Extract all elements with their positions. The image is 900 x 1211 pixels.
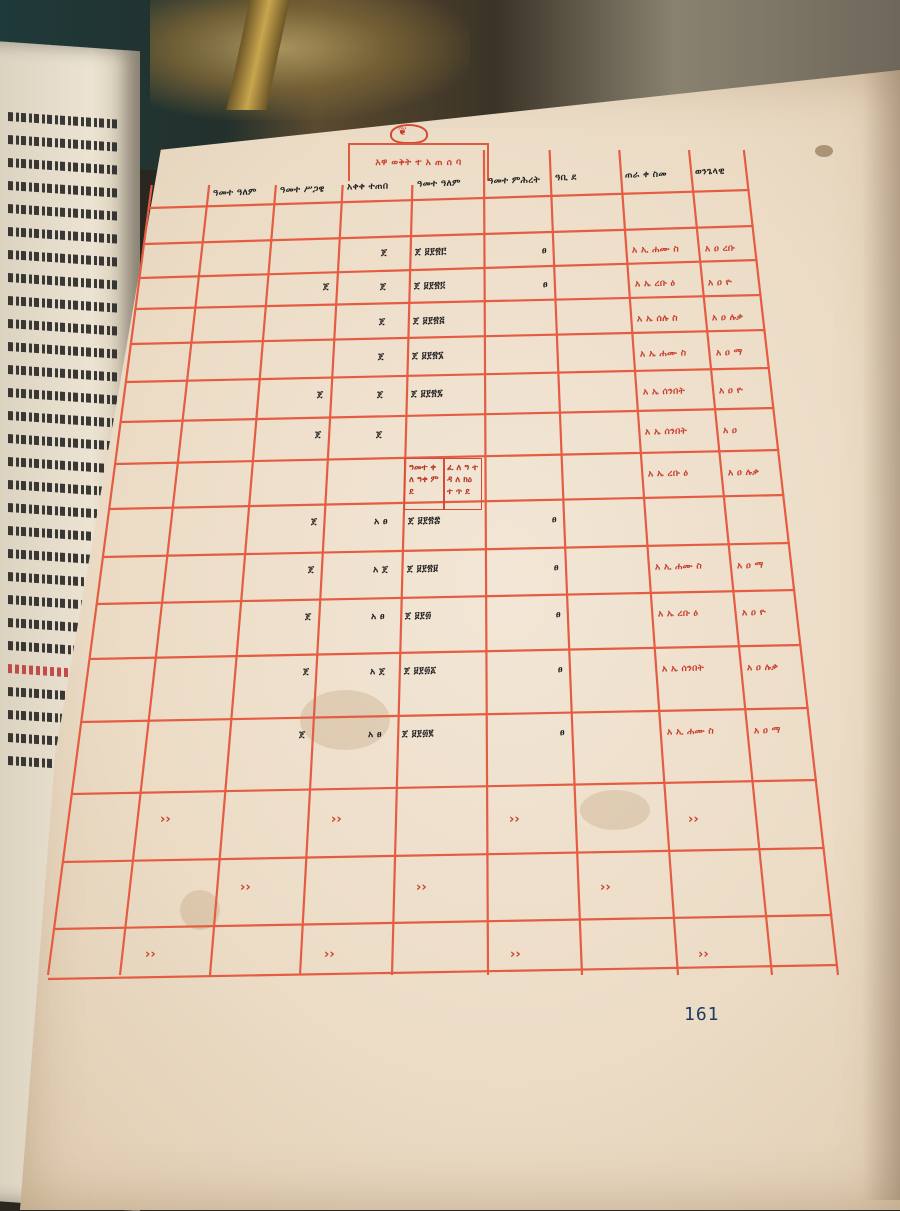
cell-evangelist: አ ዐ ሉቃ <box>747 662 779 674</box>
cell-value: ጀ ፱፻፳፭ <box>412 315 445 327</box>
grid-column-line <box>484 150 488 975</box>
cell-value: ጀ <box>310 516 317 528</box>
cell-weekday: አ ኢ ሐሙ ስ <box>666 726 714 738</box>
cell-evangelist: አ ዐ ማ <box>736 560 764 572</box>
inset-right-text: ፈ ለ ዓ ተ ዳ ለ ክዕ ተ ጥ ደ <box>447 463 479 497</box>
grid-column-line <box>210 185 276 975</box>
grid-row-line <box>131 330 765 344</box>
cell-value: ጀ ፱፻፳፰ <box>407 515 441 527</box>
cell-value: ጀ <box>305 611 312 623</box>
cell-evangelist: አ ዐ ማ <box>753 725 781 737</box>
grid-row-line <box>63 848 824 862</box>
grid-row-line <box>82 708 809 722</box>
cell-weekday: አ ኤ ሰንበት <box>645 426 688 438</box>
cell-value: ጀ <box>323 281 330 293</box>
grid-row-line <box>126 368 769 382</box>
grid-column-line <box>120 185 209 975</box>
cell-value: ጀ ፱፻፳፯ <box>411 388 444 400</box>
grid-row-line <box>121 408 774 422</box>
crest-icon: ❦ <box>398 125 408 138</box>
header-cell: ዓመተ ሥጋዌ <box>279 184 325 196</box>
cell-evangelist: አ ዐ ዮ <box>741 607 766 619</box>
cell-value: አ ጀ <box>372 564 388 576</box>
cell-weekday: አ ኤ ረቡ ዕ <box>658 608 699 620</box>
cell-value: ጀ ፱፻፳፫ <box>414 246 447 258</box>
cell-evangelist: አ ዐ ረቡ <box>705 243 736 255</box>
grid-column-line <box>48 185 152 975</box>
ditto-mark: ›› <box>688 811 700 828</box>
inset-left-text: ዓመተ ቀ ለ ዓቀ ም ደ <box>409 463 439 497</box>
cell-weekday: አ ኢ ሐሙ ስ <box>654 561 702 573</box>
ditto-mark: ›› <box>509 811 520 828</box>
cell-value: ፀ <box>555 609 561 621</box>
ditto-mark: ›› <box>509 946 521 963</box>
cell-weekday: አ ኢ ሐሙ ስ <box>632 244 680 256</box>
grid-row-line <box>103 543 789 557</box>
cell-value: ጀ <box>380 247 388 259</box>
page-number: 161 <box>684 1004 720 1025</box>
cell-weekday: አ ኤ ሰሉ ስ <box>637 313 679 325</box>
cell-value: ጀ <box>302 666 309 678</box>
grid-row-line <box>97 590 795 604</box>
inset-note-box <box>404 458 482 510</box>
header-cell: ወንጌላዊ <box>694 166 725 178</box>
cell-weekday: አ ኤ ረቡ ዕ <box>648 468 689 480</box>
ditto-mark: ›› <box>330 811 342 828</box>
header-cell: ዓመተ ምሕረት <box>488 175 541 187</box>
cell-evangelist: አ ዐ ሉቃ <box>727 467 759 479</box>
cell-value: ጀ ፱፻፳፱ <box>406 563 438 575</box>
cell-value: አ ፀ <box>371 611 386 623</box>
cell-value: ፀ <box>557 664 563 676</box>
cell-value: አ ጀ <box>369 666 386 678</box>
cell-evangelist: አ ዐ <box>723 425 738 437</box>
table-title: አዋ ወቅት ተ አ ጠ ሰ ባ <box>375 158 462 168</box>
cell-value: ጀ ፱፻፴፩ <box>403 665 437 677</box>
ditto-mark: ›› <box>323 946 335 963</box>
inset-divider <box>443 459 445 509</box>
cell-value: ጀ ፱፻፳፮ <box>412 350 444 362</box>
cell-value: ፀ <box>552 514 557 526</box>
cell-value: ጀ <box>378 316 386 328</box>
grid-row-line <box>141 260 758 278</box>
header-cell: ዓቢ ደ <box>554 172 577 184</box>
cell-value: ጀ <box>375 429 383 441</box>
cell-value: ጀ ፱፻፳፬ <box>413 280 446 292</box>
cell-value: ፀ <box>541 245 547 257</box>
cell-value: ፀ <box>560 727 566 739</box>
grid-row-line <box>90 645 801 659</box>
ditto-mark: ›› <box>160 811 172 828</box>
ditto-mark: ›› <box>145 946 156 963</box>
cell-weekday: አ ኤ ሰንበት <box>642 386 685 398</box>
cell-weekday: አ ኤ ረቡ ዕ <box>634 278 676 290</box>
header-cell: ዓመተ ዓለም <box>212 187 257 199</box>
cell-weekday: አ ኤ ሰንበት <box>662 663 705 675</box>
grid-row-line <box>48 965 838 979</box>
ditto-mark: ›› <box>698 946 709 963</box>
cell-value: ጀ <box>378 351 385 363</box>
header-cell: ዓመተ ዓለም <box>416 178 461 190</box>
cell-evangelist: አ ዐ ማ <box>715 347 743 359</box>
cell-value: አ ፀ <box>368 729 383 741</box>
cell-value: ጀ <box>379 281 387 293</box>
grid-row-line <box>72 780 817 794</box>
cell-value: ጀ <box>317 389 324 401</box>
cell-value: ጀ <box>315 429 322 441</box>
cell-value: ጀ <box>377 389 384 401</box>
cell-value: ፀ <box>553 562 559 574</box>
ditto-mark: ›› <box>239 879 251 896</box>
cell-value: ፀ <box>542 279 548 291</box>
cell-value: ጀ ፱፻፴፪ <box>402 728 435 740</box>
cell-value: ጀ ፱፻፴ <box>405 610 432 622</box>
ditto-mark: ›› <box>600 879 611 896</box>
cell-value: ጀ <box>308 564 315 576</box>
header-cell: ጠራ ቀ ስመ <box>624 169 667 181</box>
cell-evangelist: አ ዐ ዮ <box>708 277 733 289</box>
grid-row-line <box>136 295 762 309</box>
grid-row-line <box>55 915 833 929</box>
header-cell: አቀቀ ተጠበ <box>346 181 389 193</box>
cell-value: አ ፀ <box>373 516 388 528</box>
cell-value: ጀ <box>299 729 306 741</box>
ditto-mark: ›› <box>416 879 428 896</box>
grid-row-line <box>145 226 754 244</box>
cell-evangelist: አ ዐ ሉቃ <box>711 312 744 324</box>
cell-evangelist: አ ዐ ዮ <box>719 385 744 397</box>
cell-weekday: አ ኤ ሐሙ ስ <box>639 348 687 360</box>
